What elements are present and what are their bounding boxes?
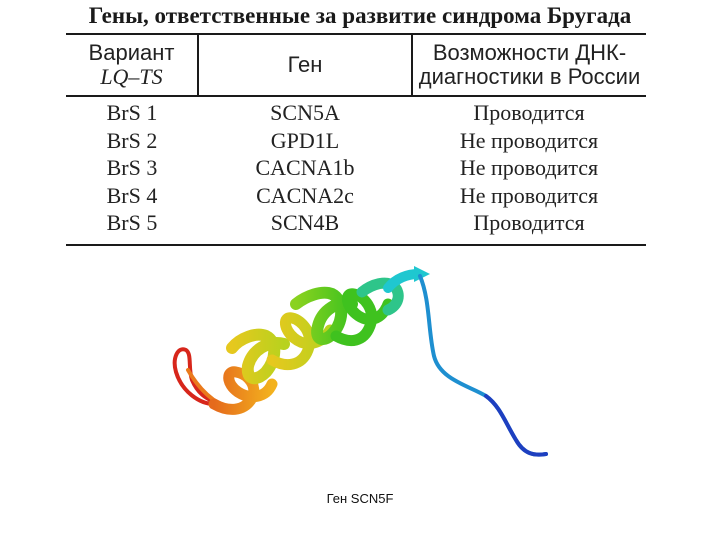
cell-diagnostics: Не проводится	[459, 155, 599, 180]
table-row	[66, 154, 646, 182]
cell-diagnostics: Не проводится	[459, 182, 599, 208]
header-gene-label: Ген	[287, 52, 323, 77]
header-diagnostics-line2: диагностики в России	[418, 64, 641, 89]
header-variant-line1: Вариант	[88, 40, 175, 65]
coil-blue	[486, 396, 546, 455]
cell-diagnostics: Не проводится	[459, 127, 599, 153]
cell-diagnostics: Проводится	[473, 210, 585, 235]
figure-caption: Ген SCN5F	[326, 491, 394, 506]
header-diagnostics	[413, 36, 646, 94]
cell-variant: BrS 5	[106, 210, 158, 235]
table-row	[66, 182, 646, 210]
table-header-rule	[66, 95, 646, 97]
header-variant	[66, 36, 197, 94]
protein-ribbon-image	[150, 262, 570, 472]
cell-gene: SCN5A	[270, 100, 340, 125]
cell-gene: CACNA1b	[255, 155, 355, 180]
header-diagnostics-line1: Возможности ДНК-	[432, 40, 627, 65]
header-gene	[199, 36, 411, 94]
table-top-rule	[66, 33, 646, 35]
cell-variant: BrS 4	[106, 182, 158, 208]
cell-diagnostics: Проводится	[473, 100, 585, 125]
table-body	[66, 99, 646, 237]
cell-variant: BrS 3	[106, 155, 158, 180]
table-row	[66, 99, 646, 127]
cell-gene: CACNA2c	[256, 182, 354, 208]
table-bottom-rule	[66, 244, 646, 246]
table-row	[66, 209, 646, 237]
strand-cyan	[388, 274, 418, 288]
page-title: Гены, ответственные за развитие синдрома Бругада	[88, 3, 632, 28]
cell-gene: GPD1L	[270, 127, 340, 153]
cell-variant: BrS 1	[106, 100, 158, 125]
table-row	[66, 127, 646, 155]
cell-variant: BrS 2	[106, 127, 158, 153]
header-variant-line2: LQ–TS	[100, 64, 163, 89]
coil-cyan-blue	[420, 276, 546, 455]
cell-gene: SCN4B	[270, 210, 340, 235]
